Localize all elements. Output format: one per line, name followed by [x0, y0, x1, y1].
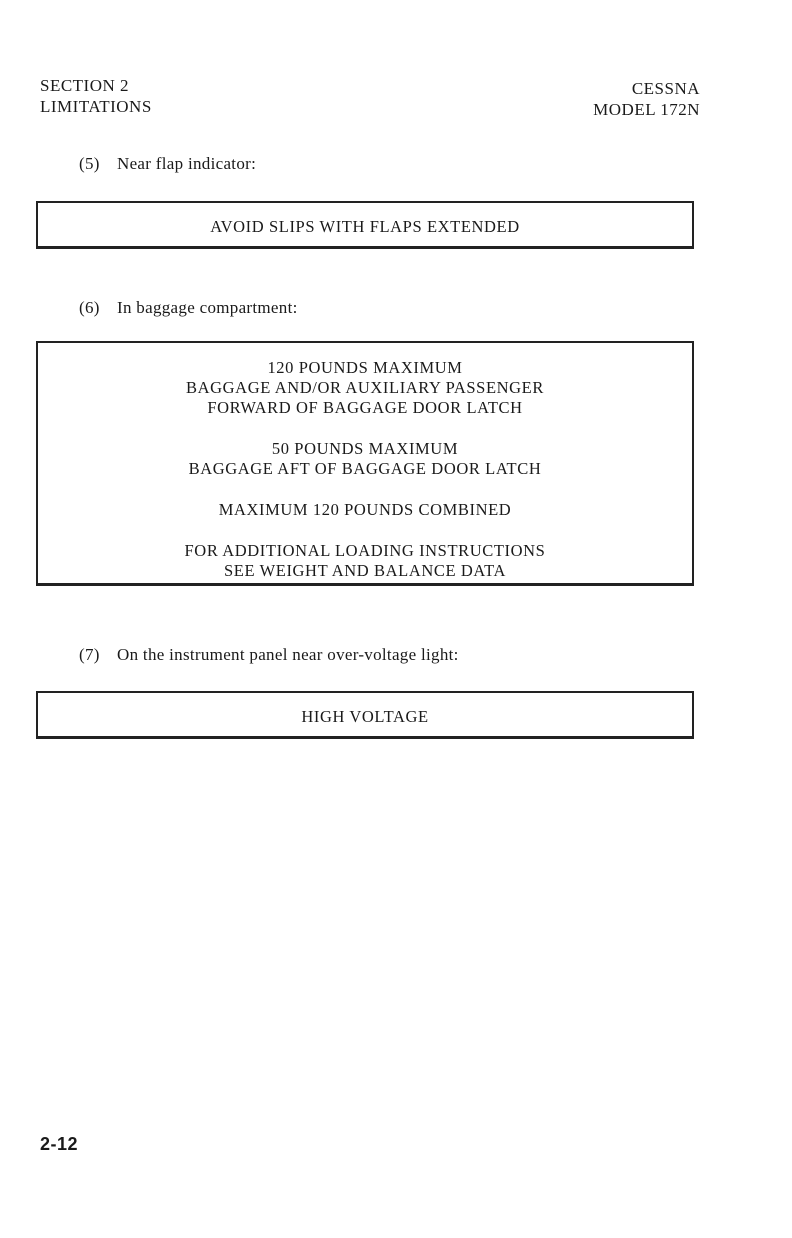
placard-flaps [36, 201, 694, 249]
placard-line: MAXIMUM 120 POUNDS COMBINED [218, 500, 512, 519]
item-text: Near flap indicator: [117, 154, 257, 173]
list-item-7 [79, 645, 459, 665]
section-title: LIMITATIONS [40, 97, 152, 116]
page-header-right [593, 78, 700, 120]
placard-line: 50 POUNDS MAXIMUM [271, 439, 459, 458]
placard-line: AVOID SLIPS WITH FLAPS EXTENDED [210, 217, 520, 236]
placard-line: SEE WEIGHT AND BALANCE DATA [224, 561, 506, 580]
item-number: (6) [79, 298, 100, 317]
brand-name: CESSNA [631, 79, 700, 98]
section-label: SECTION 2 [40, 76, 130, 95]
placard-line: FOR ADDITIONAL LOADING INSTRUCTIONS [184, 541, 546, 560]
placard-line: BAGGAGE AFT OF BAGGAGE DOOR LATCH [188, 459, 542, 478]
placard-baggage [36, 341, 694, 586]
placard-high-voltage [36, 691, 694, 739]
model-name: MODEL 172N [593, 100, 700, 119]
page-number: 2-12 [40, 1134, 79, 1154]
page-header-left [40, 75, 152, 117]
list-item-6 [79, 298, 298, 318]
item-text: On the instrument panel near over-voltage light: [117, 645, 459, 664]
list-item-5 [79, 154, 256, 174]
item-number: (7) [79, 645, 100, 664]
placard-line: 120 POUNDS MAXIMUM [267, 358, 463, 377]
placard-line: BAGGAGE AND/OR AUXILIARY PASSENGER [186, 378, 544, 397]
placard-line: HIGH VOLTAGE [301, 707, 429, 726]
item-number: (5) [79, 154, 100, 173]
item-text: In baggage compartment: [117, 298, 298, 317]
placard-line: FORWARD OF BAGGAGE DOOR LATCH [207, 398, 523, 417]
